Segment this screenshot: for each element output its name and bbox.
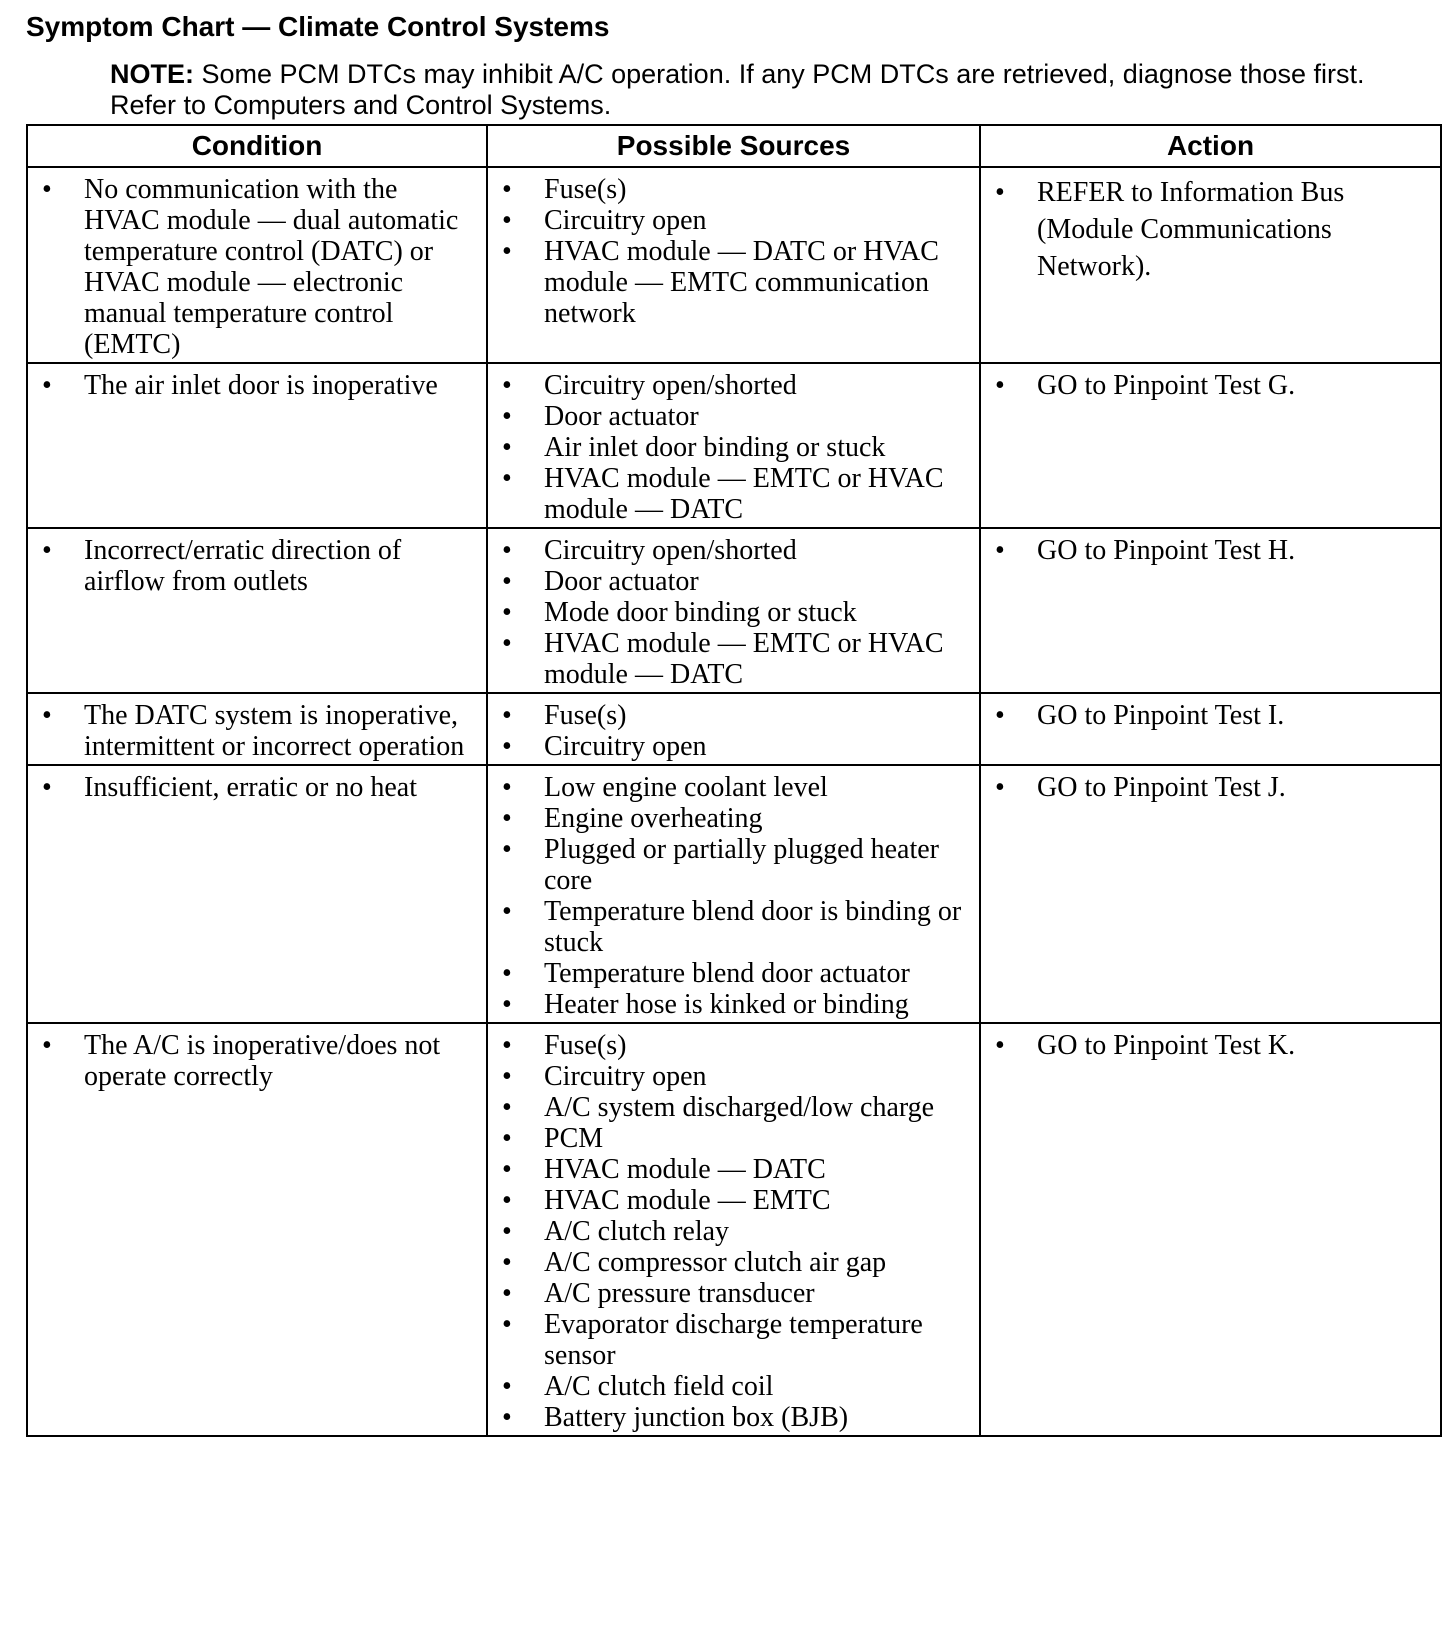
condition-cell xyxy=(27,528,487,693)
note-label: NOTE: xyxy=(110,59,194,89)
action-text: • GO to Pinpoint Test I. xyxy=(995,700,1430,731)
source-item: • HVAC module — EMTC or HVAC module — DATC xyxy=(502,463,969,525)
source-item: • Heater hose is kinked or binding xyxy=(502,989,969,1020)
sources-cell xyxy=(487,167,980,363)
condition-cell xyxy=(27,363,487,528)
condition-text: • The A/C is inoperative/does not operate correctly xyxy=(42,1030,476,1092)
action-text: • REFER to Information Bus (Module Communications Network). xyxy=(995,174,1430,285)
sources-cell xyxy=(487,1023,980,1436)
action-cell xyxy=(980,528,1441,693)
source-item: • Fuse(s) xyxy=(502,1030,969,1061)
source-item: • Fuse(s) xyxy=(502,700,969,731)
condition-cell xyxy=(27,167,487,363)
source-item: • Plugged or partially plugged heater core xyxy=(502,834,969,896)
action-text: • GO to Pinpoint Test J. xyxy=(995,772,1430,803)
source-item: • A/C system discharged/low charge xyxy=(502,1092,969,1123)
action-cell xyxy=(980,693,1441,765)
source-item: • Circuitry open xyxy=(502,731,969,762)
source-item: • Engine overheating xyxy=(502,803,969,834)
action-text: • GO to Pinpoint Test G. xyxy=(995,370,1430,401)
header-possible-sources: Possible Sources xyxy=(487,125,980,167)
source-item: • PCM xyxy=(502,1123,969,1154)
source-item: • HVAC module — EMTC or HVAC module — DATC xyxy=(502,628,969,690)
source-item: • Circuitry open/shorted xyxy=(502,370,969,401)
source-item: • Circuitry open xyxy=(502,205,969,236)
condition-cell xyxy=(27,693,487,765)
source-item: • A/C pressure transducer xyxy=(502,1278,969,1309)
header-condition: Condition xyxy=(27,125,487,167)
action-cell xyxy=(980,363,1441,528)
source-item: • Fuse(s) xyxy=(502,174,969,205)
table-row xyxy=(27,1023,1441,1436)
table-row xyxy=(27,693,1441,765)
source-item: • A/C clutch relay xyxy=(502,1216,969,1247)
source-item: • A/C clutch field coil xyxy=(502,1371,969,1402)
table-header-row xyxy=(27,125,1441,167)
source-item: • HVAC module — EMTC xyxy=(502,1185,969,1216)
table-row xyxy=(27,765,1441,1023)
source-item: • A/C compressor clutch air gap xyxy=(502,1247,969,1278)
note xyxy=(110,59,1410,121)
action-cell xyxy=(980,167,1441,363)
condition-cell xyxy=(27,765,487,1023)
source-item: • Circuitry open/shorted xyxy=(502,535,969,566)
action-text: • GO to Pinpoint Test H. xyxy=(995,535,1430,566)
sources-cell xyxy=(487,693,980,765)
sources-cell xyxy=(487,765,980,1023)
action-cell xyxy=(980,1023,1441,1436)
symptom-chart-table xyxy=(26,124,1442,1437)
condition-text: • Insufficient, erratic or no heat xyxy=(42,772,476,803)
source-item: • Battery junction box (BJB) xyxy=(502,1402,969,1433)
source-item: • Mode door binding or stuck xyxy=(502,597,969,628)
table-row xyxy=(27,167,1441,363)
source-item: • Door actuator xyxy=(502,401,969,432)
source-item: • Temperature blend door is binding or stuck xyxy=(502,896,969,958)
action-cell xyxy=(980,765,1441,1023)
condition-text: • The DATC system is inoperative, intermittent or incorrect operation xyxy=(42,700,476,762)
table-row xyxy=(27,528,1441,693)
page-title: Symptom Chart — Climate Control Systems xyxy=(26,11,610,42)
condition-text: • Incorrect/erratic direction of airflow from outlets xyxy=(42,535,476,597)
source-item: • Air inlet door binding or stuck xyxy=(502,432,969,463)
condition-text: • The air inlet door is inoperative xyxy=(42,370,476,401)
source-item: • Temperature blend door actuator xyxy=(502,958,969,989)
condition-text: • No communication with the HVAC module — dual automatic temperature control (DATC) or HVAC module — electronic manual temperature control (EMTC) xyxy=(42,174,476,360)
note-text: Some PCM DTCs may inhibit A/C operation. If any PCM DTCs are retrieved, diagnose those first. Refer to Computers and Control Systems. xyxy=(110,59,1365,120)
source-item: • HVAC module — DATC or HVAC module — EMTC communication network xyxy=(502,236,969,329)
source-item: • Evaporator discharge temperature sensor xyxy=(502,1309,969,1371)
action-text: • GO to Pinpoint Test K. xyxy=(995,1030,1430,1061)
sources-cell xyxy=(487,528,980,693)
sources-cell xyxy=(487,363,980,528)
table-row xyxy=(27,363,1441,528)
source-item: • HVAC module — DATC xyxy=(502,1154,969,1185)
header-action: Action xyxy=(980,125,1441,167)
source-item: • Door actuator xyxy=(502,566,969,597)
source-item: • Circuitry open xyxy=(502,1061,969,1092)
source-item: • Low engine coolant level xyxy=(502,772,969,803)
condition-cell xyxy=(27,1023,487,1436)
